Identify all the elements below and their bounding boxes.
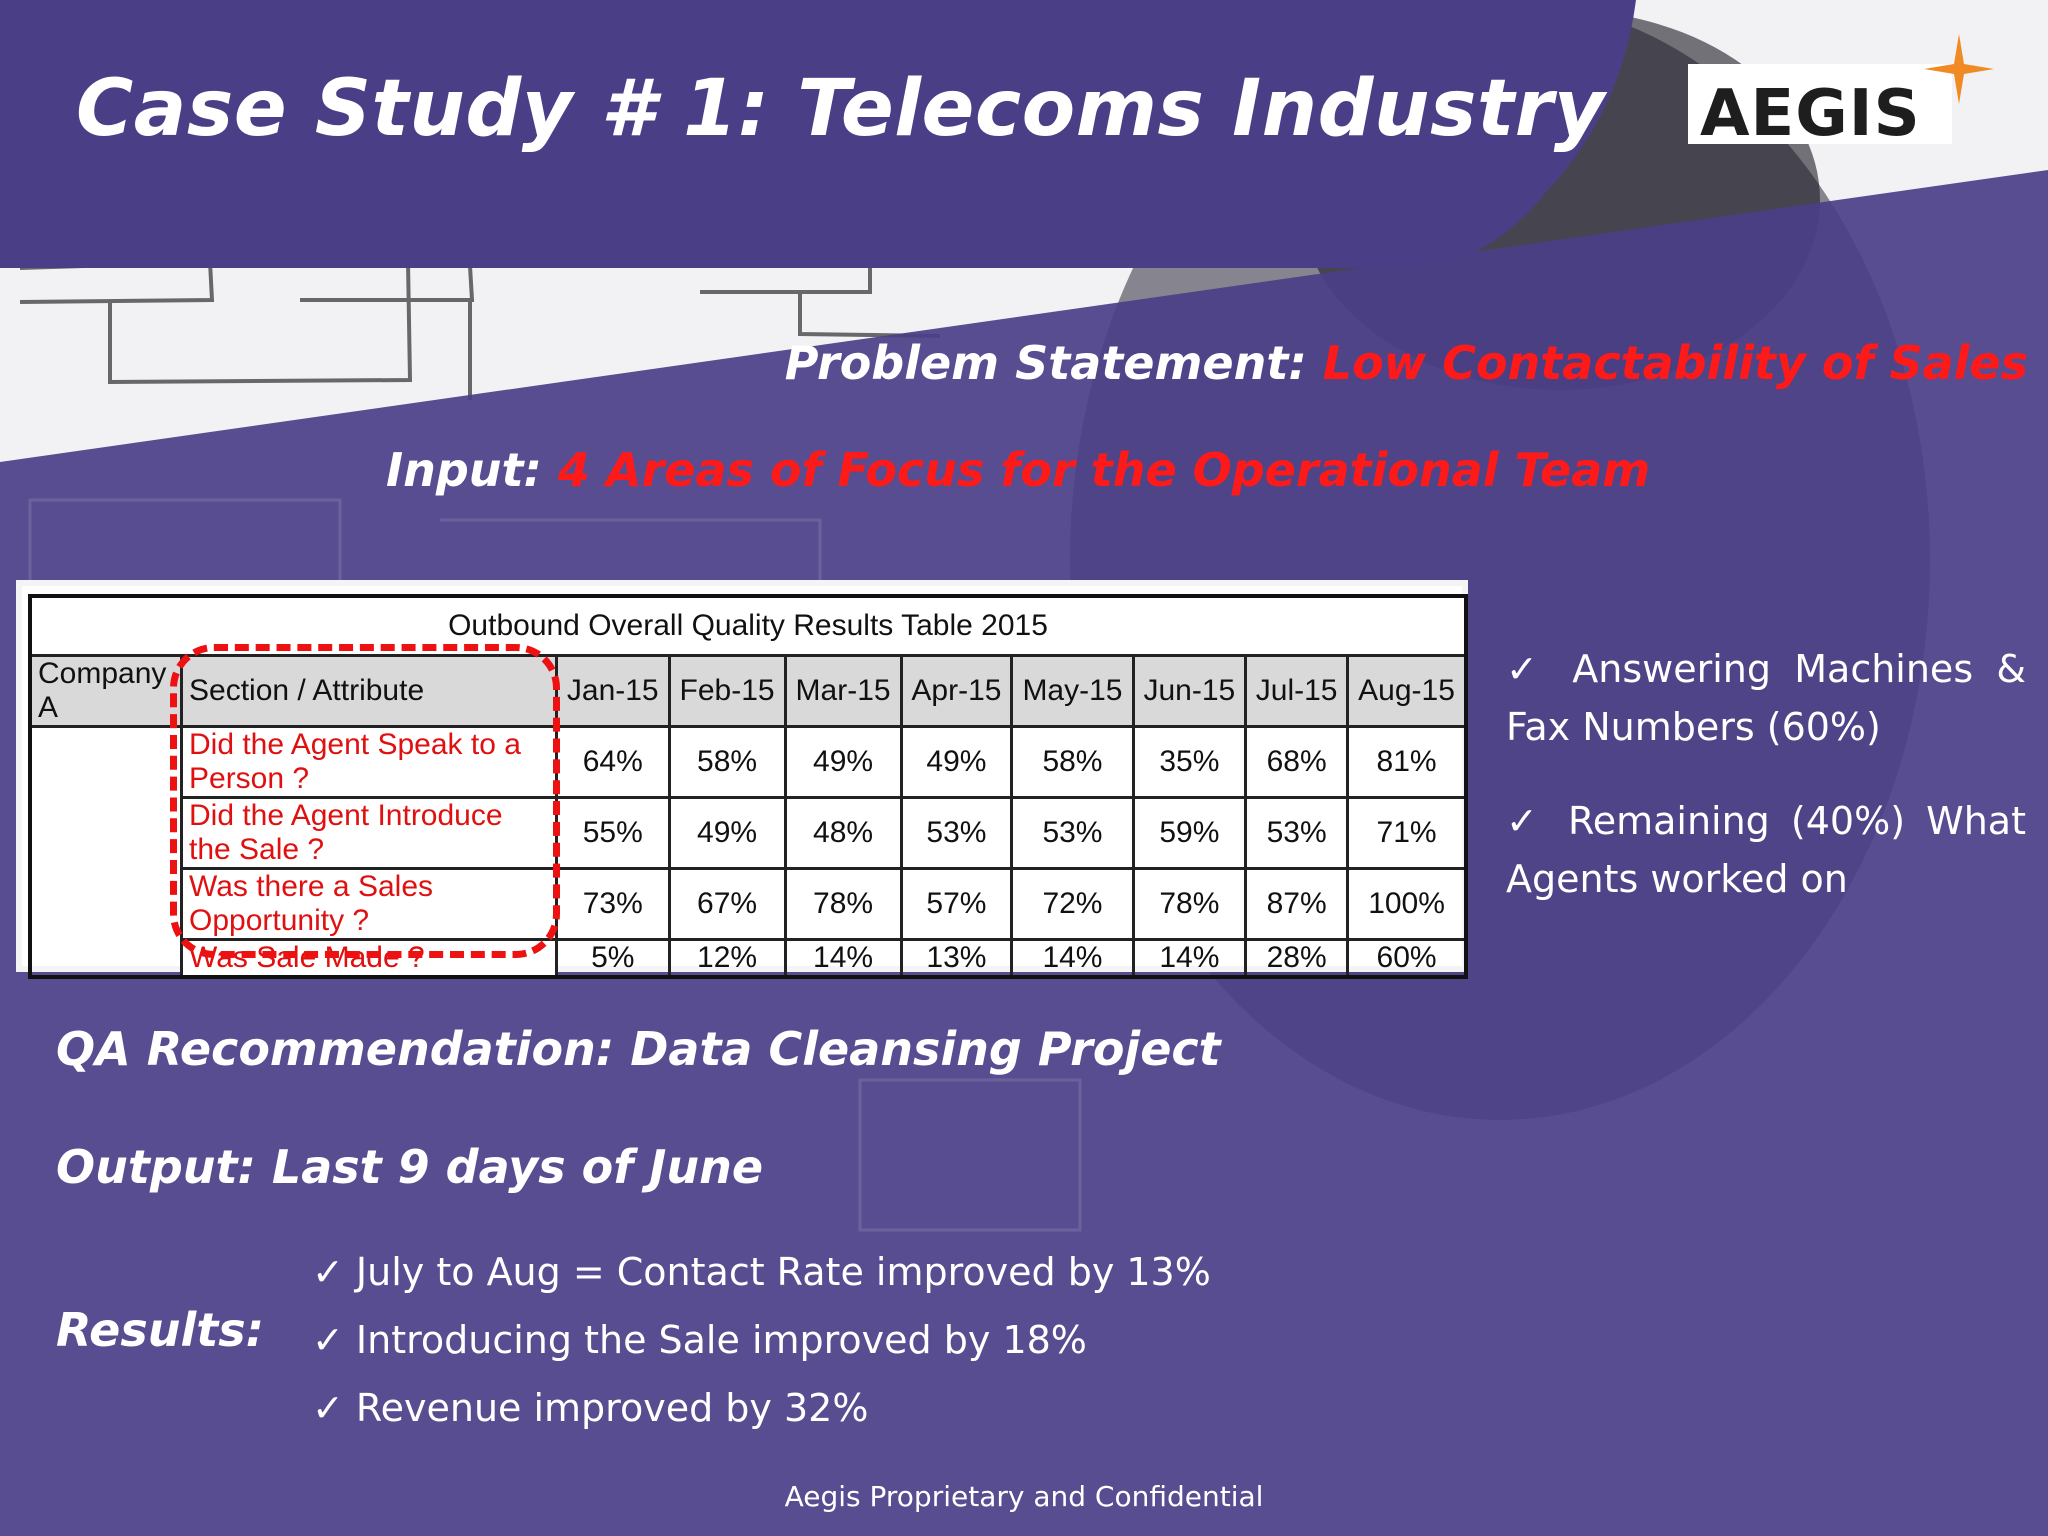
table-cell: 49% bbox=[901, 727, 1012, 798]
result-item: ✓ Revenue improved by 32% bbox=[312, 1386, 869, 1430]
input-line bbox=[386, 443, 1650, 497]
table-cell: 55% bbox=[557, 798, 670, 869]
table-cell: 14% bbox=[1133, 940, 1246, 978]
footer: Aegis Proprietary and Confidential bbox=[784, 1480, 1264, 1513]
table-cell: 53% bbox=[1012, 798, 1133, 869]
column-header: Jul-15 bbox=[1246, 656, 1348, 727]
aegis-logo bbox=[1688, 34, 2008, 151]
problem-label: Problem Statement: bbox=[784, 336, 1323, 390]
table-cell: 14% bbox=[1012, 940, 1133, 978]
column-header: Aug-15 bbox=[1348, 656, 1466, 727]
table-cell: 59% bbox=[1133, 798, 1246, 869]
results-list bbox=[312, 1238, 1211, 1442]
side-note: ✓ Remaining (40%) What Agents worked on bbox=[1506, 799, 2026, 901]
quality-results-table-panel bbox=[16, 580, 1468, 972]
column-header: May-15 bbox=[1012, 656, 1133, 727]
column-header: Section / Attribute bbox=[182, 656, 557, 727]
table-cell: 53% bbox=[1246, 798, 1348, 869]
table-cell: 48% bbox=[785, 798, 901, 869]
table-cell: 35% bbox=[1133, 727, 1246, 798]
table-cell: 73% bbox=[557, 869, 670, 940]
table-cell: 58% bbox=[669, 727, 785, 798]
input-label: Input: bbox=[386, 443, 558, 497]
result-item: ✓ July to Aug = Contact Rate improved by 13% bbox=[312, 1250, 1211, 1294]
table-cell: 58% bbox=[1012, 727, 1133, 798]
attribute-cell: Was Sale Made ? bbox=[182, 940, 557, 978]
table-row bbox=[30, 869, 1466, 940]
table-cell: 14% bbox=[785, 940, 901, 978]
table-cell: 49% bbox=[785, 727, 901, 798]
column-header: Mar-15 bbox=[785, 656, 901, 727]
results-label: Results: bbox=[56, 1303, 264, 1357]
table-cell: 68% bbox=[1246, 727, 1348, 798]
qa-recommendation: QA Recommendation: Data Cleansing Project bbox=[56, 1022, 1221, 1076]
logo-text: AEGIS bbox=[1700, 77, 1921, 151]
result-item: ✓ Introducing the Sale improved by 18% bbox=[312, 1318, 1087, 1362]
side-notes bbox=[1506, 640, 2026, 944]
table-row bbox=[30, 727, 1466, 798]
table-cell: 57% bbox=[901, 869, 1012, 940]
output-line: Output: Last 9 days of June bbox=[56, 1140, 764, 1194]
company-blank-cell bbox=[30, 727, 182, 978]
column-header: Jun-15 bbox=[1133, 656, 1246, 727]
table-cell: 53% bbox=[901, 798, 1012, 869]
table-cell: 67% bbox=[669, 869, 785, 940]
table-cell: 64% bbox=[557, 727, 670, 798]
problem-statement bbox=[785, 336, 2028, 390]
attribute-cell: Did the Agent Introduce the Sale ? bbox=[182, 798, 557, 869]
column-header: Apr-15 bbox=[901, 656, 1012, 727]
problem-value: Low Contactability of Sales bbox=[1322, 336, 2028, 390]
company-cell: Company A bbox=[30, 656, 182, 727]
star-icon bbox=[1924, 34, 1994, 104]
table-row bbox=[30, 798, 1466, 869]
table-cell: 12% bbox=[669, 940, 785, 978]
page-title: Case Study # 1: Telecoms Industry bbox=[76, 64, 1606, 154]
table-cell: 81% bbox=[1348, 727, 1466, 798]
table-cell: 87% bbox=[1246, 869, 1348, 940]
column-header: Feb-15 bbox=[669, 656, 785, 727]
table-row bbox=[30, 940, 1466, 978]
table-cell: 5% bbox=[557, 940, 670, 978]
table-cell: 71% bbox=[1348, 798, 1466, 869]
column-header: Jan-15 bbox=[557, 656, 670, 727]
table-cell: 60% bbox=[1348, 940, 1466, 978]
attribute-cell: Was there a Sales Opportunity ? bbox=[182, 869, 557, 940]
table-cell: 78% bbox=[785, 869, 901, 940]
table-cell: 13% bbox=[901, 940, 1012, 978]
table-caption: Outbound Overall Quality Results Table 2015 bbox=[30, 596, 1466, 656]
table-cell: 49% bbox=[669, 798, 785, 869]
table-cell: 78% bbox=[1133, 869, 1246, 940]
table-header-row bbox=[30, 656, 1466, 727]
input-value: 4 Areas of Focus for the Operational Team bbox=[557, 443, 1651, 497]
side-note: ✓ Answering Machines & Fax Numbers (60%) bbox=[1506, 647, 2026, 749]
table-cell: 28% bbox=[1246, 940, 1348, 978]
table-cell: 100% bbox=[1348, 869, 1466, 940]
table-cell: 72% bbox=[1012, 869, 1133, 940]
attribute-cell: Did the Agent Speak to a Person ? bbox=[182, 727, 557, 798]
quality-results-table bbox=[28, 594, 1468, 979]
